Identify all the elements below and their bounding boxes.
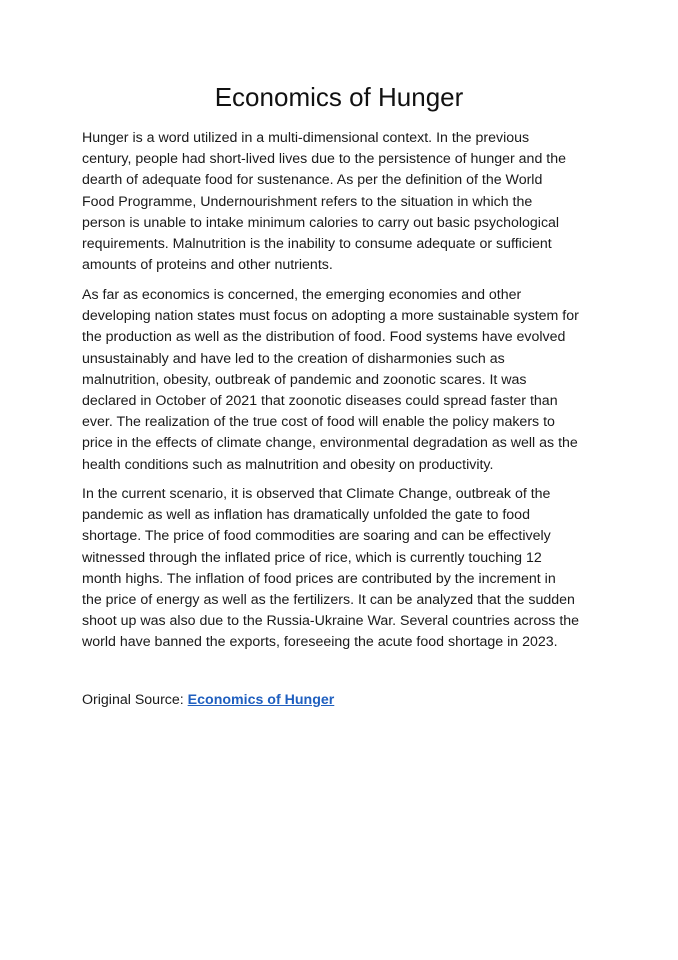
paragraph-3 [82, 484, 602, 654]
text-line: malnutrition, obesity, outbreak of pandemic and zoonotic scares. It was [82, 371, 527, 388]
text-line: unsustainably and have led to the creation of disharmonies such as [82, 350, 505, 367]
source-line [82, 692, 334, 708]
text-line: month highs. The inflation of food prices are contributed by the increment in [82, 570, 556, 587]
text-line: Hunger is a word utilized in a multi-dimensional context. In the previous [82, 130, 530, 146]
text-line: world have banned the exports, foreseeing the acute food shortage in 2023. [82, 634, 558, 651]
paragraph-1 [82, 128, 602, 276]
text-line: pandemic as well as inflation has dramatically unfolded the gate to food [82, 507, 530, 524]
text-line: Food Programme, Undernourishment refers to the situation in which the [82, 193, 533, 210]
page-title: Economics of Hunger [214, 82, 464, 112]
text-line: health conditions such as malnutrition and obesity on productivity. [82, 456, 494, 473]
text-line: person is unable to intake minimum calories to carry out basic psychological [82, 214, 560, 231]
text-line: amounts of proteins and other nutrients. [82, 257, 333, 274]
text-line: developing nation states must focus on adopting a more sustainable system for [82, 308, 579, 325]
text-line: ever. The realization of the true cost of food will enable the policy makers to [82, 414, 555, 431]
text-line: witnessed through the inflated price of rice, which is currently touching 12 [82, 549, 542, 566]
text-line: declared in October of 2021 that zoonotic diseases could spread faster than [82, 393, 558, 410]
text-line: shortage. The price of food commodities are soaring and can be effectively [82, 528, 551, 545]
source-link[interactable]: Economics of Hunger [187, 692, 335, 708]
text-line: dearth of adequate food for sustenance. As per the definition of the World [82, 172, 543, 189]
text-line: In the current scenario, it is observed that Climate Change, outbreak of the [82, 486, 551, 502]
source-label: Original Source: [82, 692, 188, 708]
text-line: price in the effects of climate change, environmental degradation as well as the [82, 435, 578, 452]
text-line: the production as well as the distribution of food. Food systems have evolved [82, 329, 566, 346]
text-line: the price of energy as well as the fertilizers. It can be analyzed that the sudden [82, 592, 575, 609]
text-line: shoot up was also due to the Russia-Ukraine War. Several countries across the [82, 613, 580, 630]
text-line: century, people had short-lived lives due to the persistence of hunger and the [82, 151, 566, 168]
paragraph-2 [82, 285, 602, 476]
text-line: requirements. Malnutrition is the inability to consume adequate or sufficient [82, 236, 552, 253]
text-line: As far as economics is concerned, the emerging economies and other [82, 287, 522, 303]
